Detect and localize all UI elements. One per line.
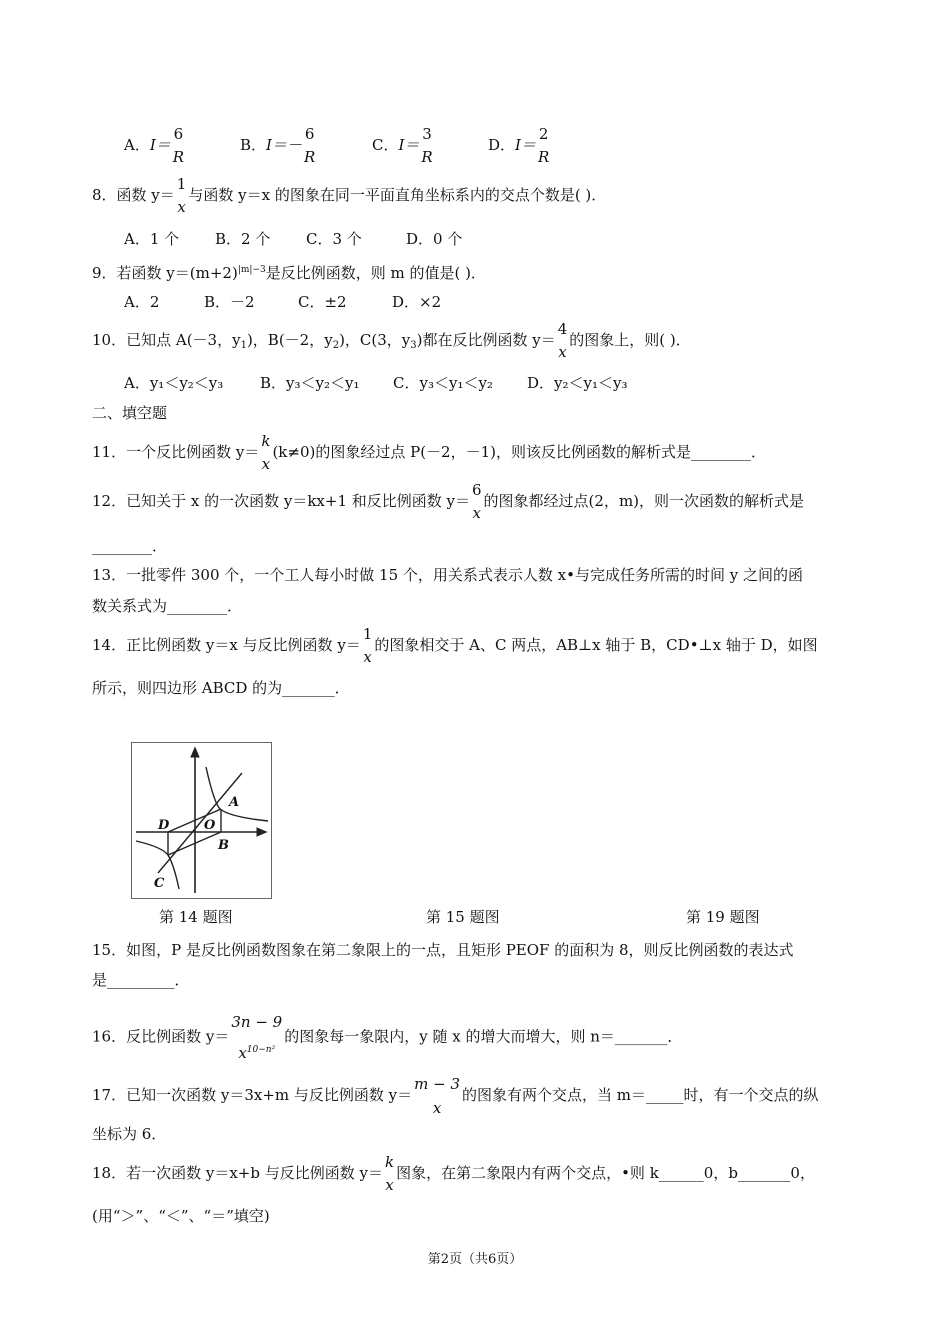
q8-stem: 8．函数 y＝ 1 x 与函数 y＝x 的图象在同一平面直角坐标系内的交点个数是( )．: [92, 175, 607, 216]
q16-stem: 16．反比例函数 y＝ 3n − 9 $x^{10-n^2}$ 的图象每一象限内，y 随 x 的增大而增大，则 n＝_______．: [92, 1013, 683, 1062]
q10-option-b: B．y₃＜y₂＜y₁: [260, 374, 360, 392]
q7-option-b: B．I＝－ 6 R: [240, 125, 316, 166]
q9-stem: 9．若函数 $y=(m+2)^{|m|-3}$是反比例函数，则 m 的值是( )．: [92, 264, 486, 282]
q10-option-c: C．y₃＜y₁＜y₂: [393, 374, 493, 392]
q9-option-b: B．－2: [204, 293, 255, 311]
label-c: C: [154, 876, 165, 891]
label-a: A: [229, 795, 240, 810]
label-b: B: [218, 838, 229, 853]
q8-option-c: C．3 个: [306, 230, 362, 248]
q9-option-a: A．2: [124, 293, 160, 311]
q13-line1: 13．一批零件 300 个，一个工人每小时做 15 个，用关系式表示人数 x•与完成任务所需的时间 y 之间的函: [92, 566, 803, 584]
line-y-eq-x: [158, 773, 242, 873]
q7-option-c: C．I＝ 3 R: [372, 125, 433, 166]
q17-stem: 17．已知一次函数 y＝3x+m 与反比例函数 y＝ m − 3 x 的图象有两个交点，当 m＝_____时，有一个交点的纵: [92, 1075, 819, 1117]
q7-option-a: A．I＝ 6 R: [124, 125, 185, 166]
q12-answer-line: ________．: [92, 537, 168, 555]
q14-stem: 14．正比例函数 y＝x 与反比例函数 y＝ 1 x 的图象相交于 A、C 两点，AB⊥x 轴于 B，CD•⊥x 轴于 D，如图: [92, 625, 818, 666]
q18-line2: (用“＞”、“＜”、“＝”填空): [92, 1207, 270, 1225]
q8-option-a: A．1 个: [124, 230, 180, 248]
q17-line2: 坐标为 6．: [92, 1125, 167, 1143]
hyperbola-diagram: [132, 743, 271, 898]
q9-option-c: C．±2: [298, 293, 347, 311]
q14-line2: 所示，则四边形 ABCD 的为_______．: [92, 679, 350, 697]
q11-stem: 11．一个反比例函数 y＝ k x (k≠0)的图象经过点 P(－2，－1)，则该反比例函数的解析式是________．: [92, 432, 766, 473]
q10-option-d: D．y₂＜y₁＜y₃: [527, 374, 628, 392]
q15-line2: 是_________．: [92, 971, 190, 989]
caption-figure-19: 第 19 题图: [686, 908, 760, 926]
q8-option-d: D．0 个: [406, 230, 463, 248]
hyperbola-branch-q1: [206, 767, 268, 821]
q14-figure: [131, 742, 272, 899]
q12-stem: 12．已知关于 x 的一次函数 y＝kx+1 和反比例函数 y＝ 6 x 的图象都经过点(2，m)，则一次函数的解析式是: [92, 481, 805, 522]
q10-option-a: A．y₁＜y₂＜y₃: [124, 374, 224, 392]
label-d: D: [158, 818, 170, 833]
q18-stem: 18．若一次函数 y＝x+b 与反比例函数 y＝ k x 图象，在第二象限内有两个交点，•则 k______0，b_______0，: [92, 1153, 815, 1194]
q8-option-b: B．2 个: [215, 230, 271, 248]
caption-figure-15: 第 15 题图: [426, 908, 500, 926]
q9-option-d: D．×2: [392, 293, 442, 311]
section-heading-fill-in: 二、填空题: [92, 404, 168, 422]
caption-figure-14: 第 14 题图: [159, 908, 233, 926]
q13-line2: 数关系式为________．: [92, 597, 243, 615]
page-footer: 第2页（共6页）: [427, 1252, 523, 1267]
q7-option-d: D．I＝ 2 R: [488, 125, 550, 166]
label-o: O: [204, 818, 216, 833]
q10-stem: 10．已知点 A(－3，$y_1$)，B(－2，$y_2$)，C(3，$y_3$)都在反比例函数 y＝ 4 x 的图象上，则( )．: [92, 320, 691, 361]
q15-line1: 15．如图，P 是反比例函数图象在第二象限上的一点，且矩形 PEOF 的面积为 8，则反比例函数的表达式: [92, 941, 794, 959]
